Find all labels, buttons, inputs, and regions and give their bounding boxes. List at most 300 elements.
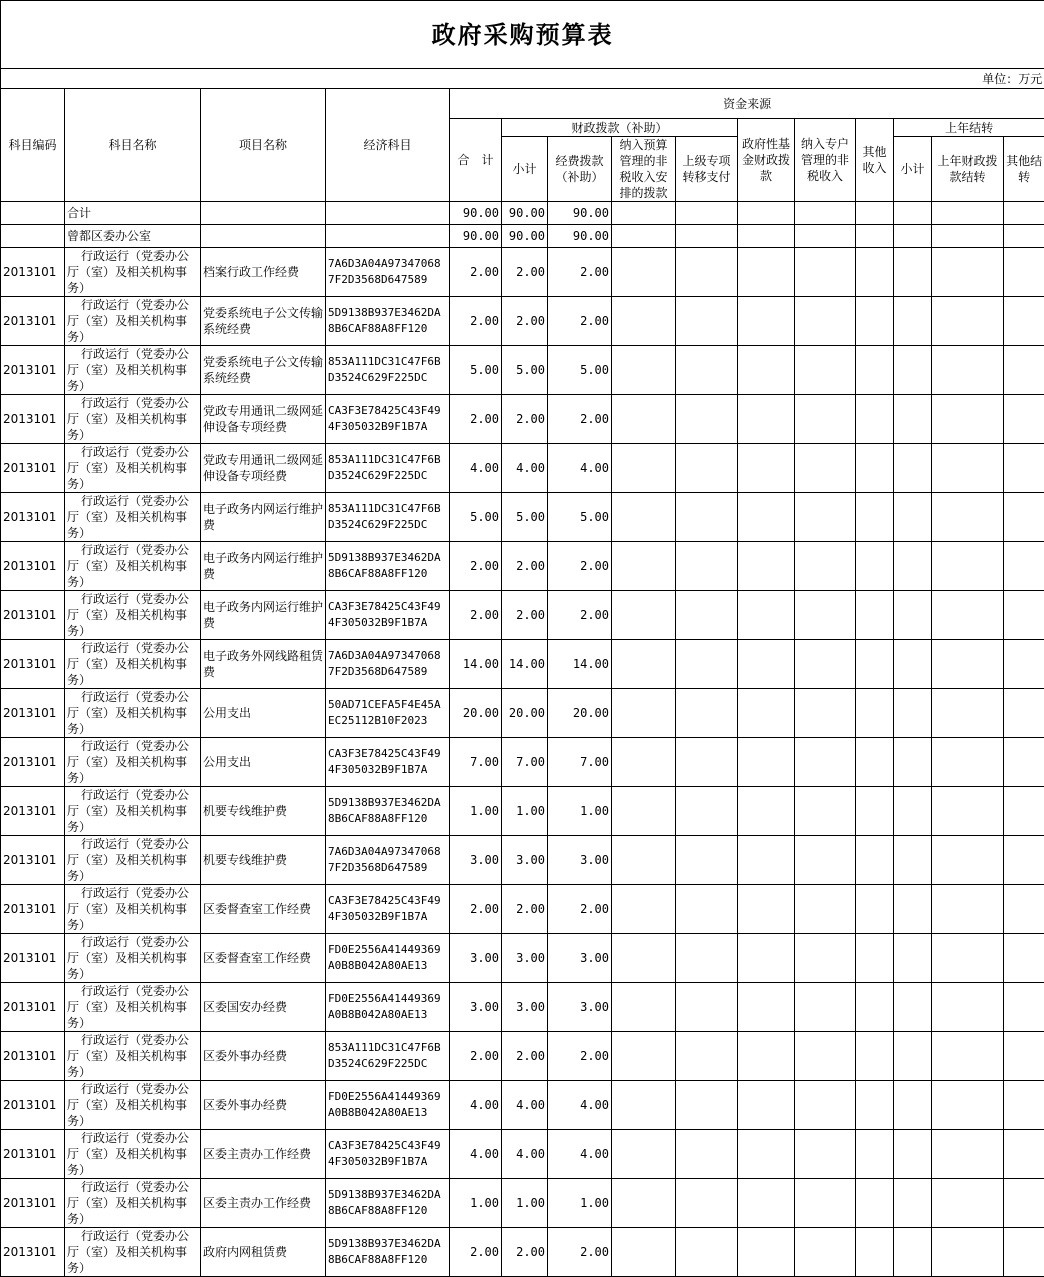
empty-cell [1004, 983, 1044, 1032]
econ-subject-cell: FD0E2556A41449369A0B8B042A80AE13 [326, 983, 450, 1032]
header-fiscal-transfer: 上级专项转移支付 [676, 137, 738, 202]
expense-cell: 2.00 [548, 297, 612, 346]
empty-cell [1004, 202, 1044, 225]
empty-cell [1004, 395, 1044, 444]
empty-cell [894, 1228, 932, 1277]
total-cell: 4.00 [450, 1130, 502, 1179]
empty-cell [856, 885, 894, 934]
header-fiscal: 财政拨款（补助） [502, 119, 738, 137]
table-row [1, 934, 1044, 983]
header-carryover: 上年结转 [894, 119, 1044, 137]
empty-cell [738, 1179, 795, 1228]
project-cell [201, 202, 326, 225]
empty-cell [795, 542, 856, 591]
header-carry-other: 其他结转 [1004, 137, 1044, 202]
empty-cell [795, 689, 856, 738]
empty-cell [856, 1179, 894, 1228]
project-name-cell: 政府内网租赁费 [201, 1228, 326, 1277]
total-cell: 3.00 [450, 934, 502, 983]
project-name-cell: 党委系统电子公文传输系统经费 [201, 297, 326, 346]
empty-cell [1004, 346, 1044, 395]
empty-cell [612, 934, 676, 983]
empty-cell [795, 983, 856, 1032]
subject-name-cell: 行政运行（党委办公厅（室）及相关机构事务） [65, 640, 201, 689]
subject-code-cell: 2013101 [1, 493, 65, 542]
total-cell: 2.00 [450, 395, 502, 444]
total-cell: 20.00 [450, 689, 502, 738]
empty-cell [738, 395, 795, 444]
empty-cell [612, 1228, 676, 1277]
table-row [1, 1032, 1044, 1081]
subject-name-cell: 行政运行（党委办公厅（室）及相关机构事务） [65, 787, 201, 836]
empty-cell [932, 1130, 1004, 1179]
table-row [1, 1081, 1044, 1130]
empty-cell [795, 1081, 856, 1130]
empty-cell [676, 297, 738, 346]
empty-cell [795, 591, 856, 640]
empty-cell [932, 787, 1004, 836]
subtotal-cell: 20.00 [502, 689, 548, 738]
table-row [1, 983, 1044, 1032]
project-name-cell: 档案行政工作经费 [201, 248, 326, 297]
subject-code-cell: 2013101 [1, 297, 65, 346]
empty-cell [612, 591, 676, 640]
subject-code-cell: 2013101 [1, 836, 65, 885]
empty-cell [894, 542, 932, 591]
empty-cell [1004, 787, 1044, 836]
econ-subject-cell: CA3F3E78425C43F494F305032B9F1B7A [326, 885, 450, 934]
total-cell: 3.00 [450, 983, 502, 1032]
empty-cell [738, 248, 795, 297]
subtotal-cell: 5.00 [502, 493, 548, 542]
empty-cell [738, 1228, 795, 1277]
empty-cell [894, 689, 932, 738]
empty-cell [795, 395, 856, 444]
project-cell [201, 225, 326, 248]
empty-cell [894, 591, 932, 640]
project-name-cell: 党政专用通讯二级网延伸设备专项经费 [201, 444, 326, 493]
expense-cell: 90.00 [548, 225, 612, 248]
expense-cell: 2.00 [548, 591, 612, 640]
subject-name-cell: 行政运行（党委办公厅（室）及相关机构事务） [65, 983, 201, 1032]
empty-cell [894, 202, 932, 225]
subtotal-cell: 7.00 [502, 738, 548, 787]
table-row [1, 885, 1044, 934]
page-title: 政府采购预算表 [1, 1, 1044, 69]
table-row [1, 1228, 1044, 1277]
empty-cell [795, 1130, 856, 1179]
econ-subject-cell: 853A111DC31C47F6BD3524C629F225DC [326, 493, 450, 542]
empty-cell [932, 689, 1004, 738]
econ-subject-cell: CA3F3E78425C43F494F305032B9F1B7A [326, 591, 450, 640]
expense-cell: 5.00 [548, 346, 612, 395]
empty-cell [1004, 542, 1044, 591]
empty-cell [738, 542, 795, 591]
header-subject-code: 科目编码 [1, 89, 65, 202]
empty-cell [795, 640, 856, 689]
subject-code-cell: 2013101 [1, 444, 65, 493]
subject-name-cell: 行政运行（党委办公厅（室）及相关机构事务） [65, 689, 201, 738]
subject-code-cell: 2013101 [1, 885, 65, 934]
empty-cell [795, 885, 856, 934]
project-name-cell: 区委主责办工作经费 [201, 1130, 326, 1179]
table-row [1, 836, 1044, 885]
empty-cell [795, 493, 856, 542]
econ-subject-cell: 5D9138B937E3462DA8B6CAF88A8FF120 [326, 1228, 450, 1277]
empty-cell [795, 202, 856, 225]
subtotal-cell: 5.00 [502, 346, 548, 395]
empty-cell [738, 493, 795, 542]
subtotal-cell: 90.00 [502, 225, 548, 248]
empty-cell [894, 885, 932, 934]
subject-name-cell: 行政运行（党委办公厅（室）及相关机构事务） [65, 1130, 201, 1179]
empty-cell [894, 1179, 932, 1228]
empty-cell [856, 1081, 894, 1130]
econ-cell [326, 225, 450, 248]
subject-code-cell: 2013101 [1, 591, 65, 640]
empty-cell [738, 444, 795, 493]
subtotal-cell: 3.00 [502, 934, 548, 983]
empty-cell [932, 738, 1004, 787]
empty-cell [1004, 885, 1044, 934]
empty-cell [612, 1081, 676, 1130]
empty-cell [856, 444, 894, 493]
subtotal-cell: 14.00 [502, 640, 548, 689]
econ-subject-cell: FD0E2556A41449369A0B8B042A80AE13 [326, 1081, 450, 1130]
empty-cell [932, 1032, 1004, 1081]
expense-cell: 4.00 [548, 1081, 612, 1130]
empty-cell [856, 1228, 894, 1277]
empty-cell [738, 787, 795, 836]
expense-cell: 2.00 [548, 885, 612, 934]
empty-cell [932, 885, 1004, 934]
table-row [1, 787, 1044, 836]
expense-cell: 3.00 [548, 934, 612, 983]
empty-cell [856, 225, 894, 248]
empty-cell [932, 395, 1004, 444]
empty-cell [738, 1130, 795, 1179]
empty-cell [932, 493, 1004, 542]
header-fund-source: 资金来源 [450, 89, 1044, 119]
empty-cell [856, 738, 894, 787]
subtotal-cell: 2.00 [502, 542, 548, 591]
total-cell: 4.00 [450, 444, 502, 493]
subject-code-cell: 2013101 [1, 346, 65, 395]
subtotal-cell: 2.00 [502, 297, 548, 346]
expense-cell: 4.00 [548, 444, 612, 493]
subject-code-cell: 2013101 [1, 1179, 65, 1228]
expense-cell: 3.00 [548, 983, 612, 1032]
empty-cell [856, 248, 894, 297]
empty-cell [1004, 1032, 1044, 1081]
econ-subject-cell: 853A111DC31C47F6BD3524C629F225DC [326, 1032, 450, 1081]
empty-cell [612, 542, 676, 591]
empty-cell [795, 836, 856, 885]
econ-subject-cell: 853A111DC31C47F6BD3524C629F225DC [326, 346, 450, 395]
empty-cell [738, 346, 795, 395]
empty-cell [1004, 591, 1044, 640]
empty-cell [1004, 1228, 1044, 1277]
empty-cell [738, 1081, 795, 1130]
total-cell: 5.00 [450, 493, 502, 542]
empty-cell [612, 738, 676, 787]
subtotal-cell: 2.00 [502, 1032, 548, 1081]
total-cell: 1.00 [450, 1179, 502, 1228]
empty-cell [1004, 493, 1044, 542]
empty-cell [795, 225, 856, 248]
empty-cell [612, 640, 676, 689]
empty-cell [856, 395, 894, 444]
subject-name-cell: 行政运行（党委办公厅（室）及相关机构事务） [65, 493, 201, 542]
header-special-account: 纳入专户管理的非税收入 [795, 119, 856, 202]
empty-cell [894, 983, 932, 1032]
project-name-cell: 区委督查室工作经费 [201, 885, 326, 934]
table-row [1, 591, 1044, 640]
empty-cell [676, 983, 738, 1032]
subtotal-cell: 4.00 [502, 1130, 548, 1179]
subject-code-cell: 2013101 [1, 689, 65, 738]
empty-cell [738, 885, 795, 934]
table-row [1, 1179, 1044, 1228]
project-name-cell: 公用支出 [201, 738, 326, 787]
empty-cell [612, 836, 676, 885]
empty-cell [856, 787, 894, 836]
subtotal-cell: 2.00 [502, 248, 548, 297]
subtotal-cell: 3.00 [502, 836, 548, 885]
project-name-cell: 党政专用通讯二级网延伸设备专项经费 [201, 395, 326, 444]
empty-cell [894, 225, 932, 248]
total-cell: 2.00 [450, 248, 502, 297]
empty-cell [676, 248, 738, 297]
table-row [1, 542, 1044, 591]
subject-name-cell: 行政运行（党委办公厅（室）及相关机构事务） [65, 934, 201, 983]
empty-cell [795, 444, 856, 493]
empty-cell [676, 1179, 738, 1228]
empty-cell [1004, 1081, 1044, 1130]
subject-code-cell: 2013101 [1, 248, 65, 297]
empty-cell [738, 225, 795, 248]
empty-cell [1004, 444, 1044, 493]
empty-cell [1004, 248, 1044, 297]
empty-cell [932, 444, 1004, 493]
empty-cell [676, 934, 738, 983]
empty-cell [1004, 1179, 1044, 1228]
empty-cell [676, 640, 738, 689]
empty-cell [612, 1032, 676, 1081]
subject-name-cell: 行政运行（党委办公厅（室）及相关机构事务） [65, 1081, 201, 1130]
subtotal-cell: 2.00 [502, 395, 548, 444]
empty-cell [676, 225, 738, 248]
header-fiscal-subtotal: 小计 [502, 137, 548, 202]
empty-cell [738, 1032, 795, 1081]
expense-cell: 90.00 [548, 202, 612, 225]
empty-cell [738, 297, 795, 346]
project-name-cell: 电子政务内网运行维护费 [201, 542, 326, 591]
expense-cell: 2.00 [548, 1032, 612, 1081]
empty-cell [1004, 689, 1044, 738]
econ-subject-cell: 7A6D3A04A973470687F2D3568D647589 [326, 836, 450, 885]
subject-code-cell: 2013101 [1, 787, 65, 836]
subject-name-cell: 行政运行（党委办公厅（室）及相关机构事务） [65, 346, 201, 395]
empty-cell [795, 346, 856, 395]
empty-cell [676, 836, 738, 885]
header-subject-name: 科目名称 [65, 89, 201, 202]
empty-cell [894, 346, 932, 395]
empty-cell [676, 885, 738, 934]
econ-subject-cell: 7A6D3A04A973470687F2D3568D647589 [326, 248, 450, 297]
empty-cell [676, 493, 738, 542]
subject-name-cell: 行政运行（党委办公厅（室）及相关机构事务） [65, 885, 201, 934]
header-carry-subtotal: 小计 [894, 137, 932, 202]
project-name-cell: 区委外事办经费 [201, 1032, 326, 1081]
econ-subject-cell: CA3F3E78425C43F494F305032B9F1B7A [326, 1130, 450, 1179]
total-cell: 2.00 [450, 1228, 502, 1277]
empty-cell [676, 444, 738, 493]
empty-cell [894, 297, 932, 346]
econ-subject-cell: 5D9138B937E3462DA8B6CAF88A8FF120 [326, 787, 450, 836]
empty-cell [894, 836, 932, 885]
empty-cell [856, 983, 894, 1032]
subtotal-cell: 3.00 [502, 983, 548, 1032]
total-cell: 1.00 [450, 787, 502, 836]
total-cell: 90.00 [450, 202, 502, 225]
total-cell: 2.00 [450, 591, 502, 640]
subtotal-cell: 2.00 [502, 885, 548, 934]
empty-cell [738, 640, 795, 689]
empty-cell [894, 934, 932, 983]
empty-cell [612, 885, 676, 934]
subject-name-cell: 行政运行（党委办公厅（室）及相关机构事务） [65, 542, 201, 591]
empty-cell [894, 395, 932, 444]
empty-cell [894, 1130, 932, 1179]
empty-cell [856, 640, 894, 689]
empty-cell [738, 934, 795, 983]
project-name-cell: 区委国安办经费 [201, 983, 326, 1032]
empty-cell [1004, 640, 1044, 689]
header-carry-fiscal: 上年财政拨款结转 [932, 137, 1004, 202]
empty-cell [894, 640, 932, 689]
empty-cell [612, 1179, 676, 1228]
summary-row [1, 225, 1044, 248]
empty-cell [612, 787, 676, 836]
subject-code-cell: 2013101 [1, 1081, 65, 1130]
empty-cell [738, 689, 795, 738]
total-cell: 2.00 [450, 542, 502, 591]
expense-cell: 2.00 [548, 1228, 612, 1277]
code-cell [1, 202, 65, 225]
empty-cell [1004, 297, 1044, 346]
empty-cell [612, 1130, 676, 1179]
empty-cell [676, 689, 738, 738]
subtotal-cell: 1.00 [502, 787, 548, 836]
empty-cell [856, 836, 894, 885]
table-row [1, 493, 1044, 542]
econ-subject-cell: 7A6D3A04A973470687F2D3568D647589 [326, 640, 450, 689]
empty-cell [894, 1081, 932, 1130]
econ-subject-cell: CA3F3E78425C43F494F305032B9F1B7A [326, 395, 450, 444]
project-name-cell: 区委督查室工作经费 [201, 934, 326, 983]
empty-cell [932, 202, 1004, 225]
empty-cell [932, 248, 1004, 297]
project-name-cell: 区委外事办经费 [201, 1081, 326, 1130]
subject-code-cell: 2013101 [1, 738, 65, 787]
empty-cell [932, 1179, 1004, 1228]
total-cell: 2.00 [450, 1032, 502, 1081]
subject-name-cell: 行政运行（党委办公厅（室）及相关机构事务） [65, 1228, 201, 1277]
empty-cell [856, 591, 894, 640]
subject-name-cell: 行政运行（党委办公厅（室）及相关机构事务） [65, 738, 201, 787]
empty-cell [676, 787, 738, 836]
empty-cell [795, 297, 856, 346]
total-cell: 7.00 [450, 738, 502, 787]
expense-cell: 14.00 [548, 640, 612, 689]
empty-cell [894, 248, 932, 297]
empty-cell [676, 1228, 738, 1277]
empty-cell [1004, 836, 1044, 885]
empty-cell [612, 225, 676, 248]
subject-code-cell: 2013101 [1, 640, 65, 689]
subject-name-cell: 行政运行（党委办公厅（室）及相关机构事务） [65, 836, 201, 885]
table-row [1, 1130, 1044, 1179]
empty-cell [894, 787, 932, 836]
empty-cell [932, 983, 1004, 1032]
econ-subject-cell: 5D9138B937E3462DA8B6CAF88A8FF120 [326, 542, 450, 591]
header-econ-subject: 经济科目 [326, 89, 450, 202]
total-cell: 2.00 [450, 297, 502, 346]
expense-cell: 1.00 [548, 1179, 612, 1228]
empty-cell [795, 787, 856, 836]
expense-cell: 2.00 [548, 248, 612, 297]
empty-cell [738, 738, 795, 787]
subtotal-cell: 1.00 [502, 1179, 548, 1228]
subject-name-cell: 行政运行（党委办公厅（室）及相关机构事务） [65, 248, 201, 297]
empty-cell [612, 202, 676, 225]
project-name-cell: 机要专线维护费 [201, 787, 326, 836]
empty-cell [856, 934, 894, 983]
econ-cell [326, 202, 450, 225]
summary-name: 曾都区委办公室 [65, 225, 201, 248]
econ-subject-cell: 853A111DC31C47F6BD3524C629F225DC [326, 444, 450, 493]
empty-cell [676, 542, 738, 591]
empty-cell [856, 689, 894, 738]
subject-name-cell: 行政运行（党委办公厅（室）及相关机构事务） [65, 591, 201, 640]
total-cell: 90.00 [450, 225, 502, 248]
empty-cell [676, 1081, 738, 1130]
header-fiscal-expense: 经费拨款（补助） [548, 137, 612, 202]
subject-code-cell: 2013101 [1, 1032, 65, 1081]
empty-cell [1004, 225, 1044, 248]
subtotal-cell: 4.00 [502, 1081, 548, 1130]
empty-cell [1004, 934, 1044, 983]
empty-cell [932, 225, 1004, 248]
econ-subject-cell: 5D9138B937E3462DA8B6CAF88A8FF120 [326, 1179, 450, 1228]
summary-row [1, 202, 1044, 225]
header-fiscal-nontax: 纳入预算管理的非税收入安排的拨款 [612, 137, 676, 202]
empty-cell [856, 1130, 894, 1179]
empty-cell [932, 934, 1004, 983]
econ-subject-cell: 50AD71CEFA5F4E45AEC25112B10F2023 [326, 689, 450, 738]
summary-name: 合计 [65, 202, 201, 225]
total-cell: 14.00 [450, 640, 502, 689]
project-name-cell: 机要专线维护费 [201, 836, 326, 885]
subject-name-cell: 行政运行（党委办公厅（室）及相关机构事务） [65, 1179, 201, 1228]
empty-cell [856, 346, 894, 395]
subject-name-cell: 行政运行（党委办公厅（室）及相关机构事务） [65, 444, 201, 493]
total-cell: 2.00 [450, 885, 502, 934]
empty-cell [932, 591, 1004, 640]
empty-cell [795, 1179, 856, 1228]
empty-cell [1004, 738, 1044, 787]
